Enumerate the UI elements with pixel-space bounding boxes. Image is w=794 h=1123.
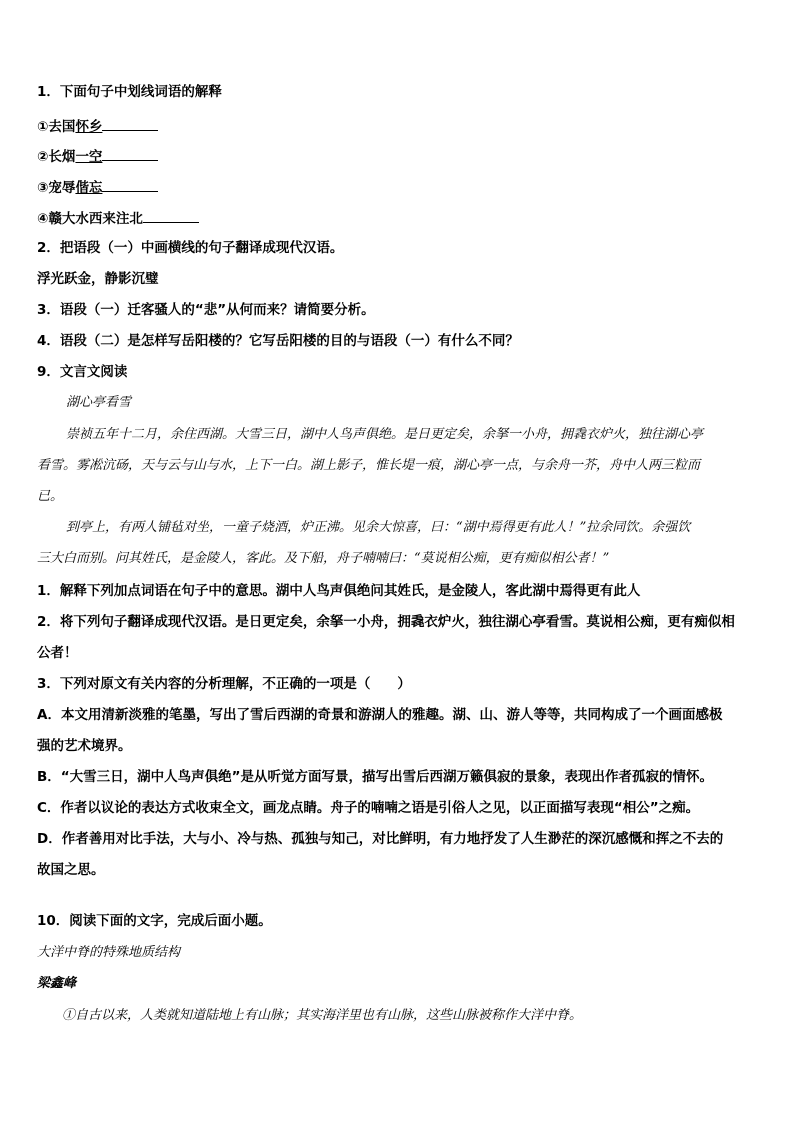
answer-blank[interactable]: [102, 177, 158, 192]
q1-item-underlined: 怀乡: [75, 119, 103, 135]
s9-q2-line2: 公者！: [37, 645, 78, 661]
q4-title: 4．语段（二）是怎样写岳阳楼的？它写岳阳楼的目的与语段（一）有什么不同？: [37, 333, 519, 349]
article-para1: ①自古以来，人类就知道陆地上有山脉；其实海洋里也有山脉，这些山脉被称作大洋中脊。: [62, 1008, 583, 1023]
answer-blank[interactable]: [143, 208, 199, 223]
q1-item-4: [37, 208, 757, 228]
q1-title: 1．下面句子中划线词语的解释: [37, 84, 222, 100]
option-a-line1: A．本文用清新淡雅的笔墨，写出了雪后西湖的奇景和游湖人的雅趣。湖、山、游人等等，共同构成了一个画面感极: [37, 707, 723, 723]
option-d-line2: 故国之思。: [37, 862, 105, 878]
section10-heading: 10．阅读下面的文字，完成后面小题。: [37, 913, 272, 929]
passage-para2-line2: 三大白而别。问其姓氏，是金陵人，客此。及下船，舟子喃喃曰：“莫说相公痴，更有痴似相公者！”: [37, 551, 610, 566]
q1-item-underlined: 偕忘: [75, 180, 103, 196]
s9-q1: 1．解释下列加点词语在句子中的意思。湖中人鸟声俱绝问其姓氏，是金陵人，客此湖中焉得更有此人: [37, 583, 641, 599]
q3-title: 3．语段（一）迁客骚人的“悲”从何而来？请简要分析。: [37, 302, 375, 318]
answer-blank[interactable]: [102, 146, 158, 161]
q1-item-3: [37, 177, 757, 197]
q1-item-2: [37, 146, 757, 166]
passage-title: 湖心亭看雪: [66, 395, 132, 410]
passage-para2-line1: 到亭上，有两人铺毡对坐，一童子烧酒，炉正沸。见余大惊喜，曰：“湖中焉得更有此人！”拉余同饮。余强饮: [66, 520, 691, 535]
option-c: C．作者以议论的表达方式收束全文，画龙点睛。舟子的喃喃之语是引俗人之见，以正面描写表现“相公”之痴。: [37, 800, 700, 816]
passage-para1-line3: 已。: [37, 489, 64, 504]
article-author: 梁鑫峰: [37, 976, 77, 991]
answer-blank[interactable]: [102, 116, 158, 131]
s9-q2-line1: 2．将下列句子翻译成现代汉语。是日更定矣，余拏一小舟，拥毳衣炉火，独往湖心亭看雪。莫说相公痴，更有痴似相: [37, 614, 735, 630]
passage-para1-line2: 看雪。雾凇沆砀，天与云与山与水，上下一白。湖上影子，惟长堤一痕，湖心亭一点，与余舟一芥，舟中人两三粒而: [37, 458, 701, 473]
q1-item-prefix: ②长烟: [37, 149, 76, 165]
q2-title: 2．把语段（一）中画横线的句子翻译成现代汉语。: [37, 240, 344, 256]
q1-item-underlined: 一空: [75, 149, 103, 165]
q1-item-underlined: 赣大水西来注北: [48, 211, 143, 227]
article-title: 大洋中脊的特殊地质结构: [37, 945, 181, 960]
q1-item-prefix: ①去国: [37, 119, 76, 135]
q1-item-1: [37, 116, 757, 136]
q1-item-prefix: ③宠辱: [37, 180, 76, 196]
q1-item-prefix: ④: [37, 211, 49, 227]
option-b: B．“大雪三日，湖中人鸟声俱绝”是从听觉方面写景，描写出雪后西湖万籁俱寂的景象，表现出作者孤寂的情怀。: [37, 769, 714, 785]
section9-heading: 9．文言文阅读: [37, 364, 128, 380]
passage-para1-line1: 崇祯五年十二月，余住西湖。大雪三日，湖中人鸟声俱绝。是日更定矣，余拏一小舟，拥毳衣炉火，独往湖心亭: [66, 427, 704, 442]
q2-text: 浮光跃金，静影沉璧: [37, 271, 159, 287]
option-d-line1: D．作者善用对比手法，大与小、冷与热、孤独与知己，对比鲜明，有力地抒发了人生渺茫的深沉感慨和挥之不去的: [37, 831, 724, 847]
option-a-line2: 强的艺术境界。: [37, 738, 132, 754]
s9-q3: 3．下列对原文有关内容的分析理解，不正确的一项是（ ）: [37, 676, 411, 692]
